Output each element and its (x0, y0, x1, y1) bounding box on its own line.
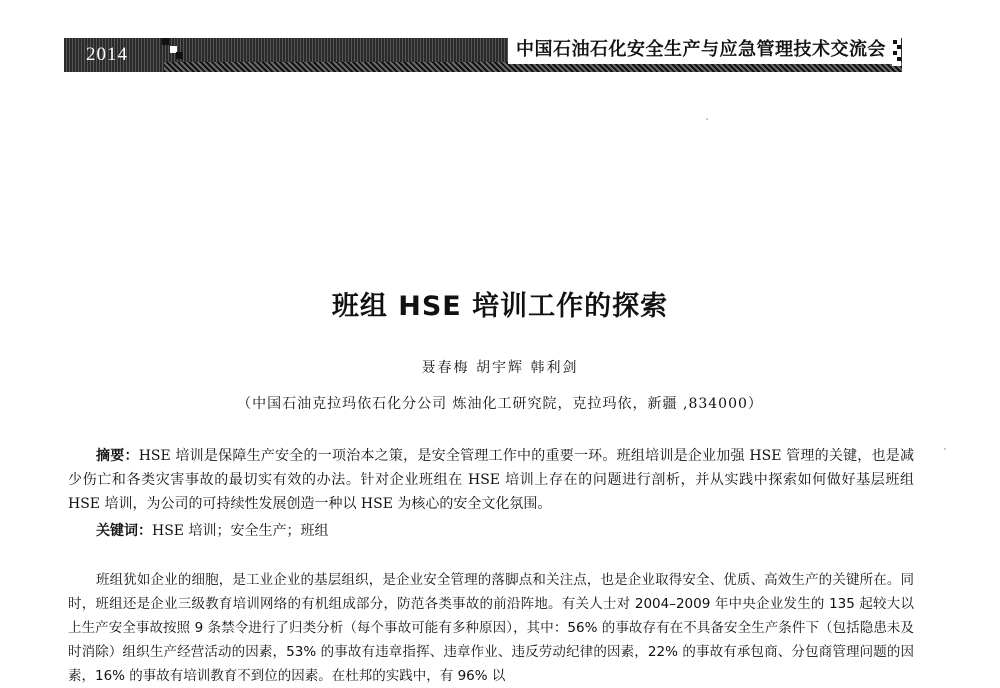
paper-authors: 聂春梅 胡宇辉 韩利剑 (421, 360, 579, 376)
header-pixel-mark (176, 52, 183, 59)
paper-affiliation: （中国石油克拉玛依石化分公司 炼油化工研究院，克拉玛依，新疆 ,834000） (237, 396, 763, 412)
abstract-label: 摘要： (96, 448, 139, 464)
keywords-label: 关键词： (96, 523, 152, 539)
keywords-text: HSE 培训；安全生产；班组 (152, 523, 329, 539)
paper-title: 班组 HSE 培训工作的探索 (331, 291, 669, 322)
body-paragraph: 班组犹如企业的细胞，是工业企业的基层组织，是企业安全管理的落脚点和关注点，也是企业取得安全、优质、高效生产的关键所在。同时，班组还是企业三级教育培训网络的有机组成部分，防范各类事故的前沿阵地。有关人士对 2004–2009 年中央企业发生的 135 起较大以上生产安全事故按照 9 条禁令进行了归类分析（每个事故可能有多种原因），其中：56% 的事故存有在不具备安全生产条件下（包括隐患未及时消除）组织生产经营活动的因素，53% 的事故有违章指挥、违章作业、违反劳动纪律的因素，22% 的事故有承包商、分包商管理问题的因素，16% 的事故有培训教育不到位的因素。在杜邦的实践中，有 96% 以 (68, 572, 914, 684)
abstract-text: HSE 培训是保障生产安全的一项治本之策，是安全管理工作中的重要一环。班组培训是企业加强 HSE 管理的关键，也是减少伤亡和各类灾害事故的最切实有效的办法。针对企业班组在 HSE 培训上存在的问题进行剖析，并从实践中探索如何做好基层班组 HSE 培训，为公司的可持续性发展创造一种以 HSE 为核心的安全文化氛围。 (68, 448, 914, 512)
conference-title: 中国石油石化安全生产与应急管理技术交流会 (508, 36, 892, 64)
scan-speck (944, 448, 946, 450)
keywords (96, 521, 328, 541)
header-year: 2014 (86, 44, 128, 65)
header-end-mark (892, 36, 901, 66)
abstract (68, 444, 914, 516)
header-pixel-mark (162, 38, 169, 45)
scan-speck (706, 118, 708, 120)
